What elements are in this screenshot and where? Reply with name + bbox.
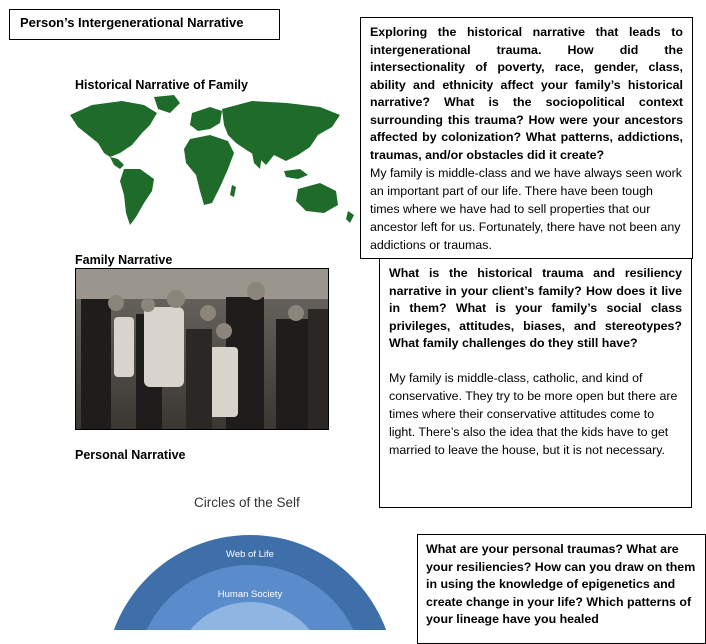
circles-of-self-diagram: [100, 520, 420, 630]
personal-narrative-label: Personal Narrative: [75, 448, 186, 462]
family-photo: [75, 268, 329, 430]
greenland-shape: [154, 95, 180, 113]
islands-shape: [284, 169, 308, 179]
human-society-label: Human Society: [217, 589, 283, 600]
family-answer: My family is middle-class, catholic, and kind of conservative. They try to be more open but there are times where their conservative attitudes come to light. There’s also the idea that the kids have to get married to leave the house, but it is not necessary.: [389, 370, 678, 457]
historical-question: Exploring the historical narrative that leads to intergenerational trauma. How did the intersectionality of poverty, race, gender, class, ability and ethnicity affect your family’s historical narrative? What is the sociopolitical context surrounding this trauma? How were your ancestors affected by colonization? What patterns, addictions, traumas, and/or obstacles did it create?: [370, 25, 683, 162]
north-america-shape: [70, 101, 157, 157]
page-title: Person’s Intergenerational Narrative: [20, 15, 244, 30]
new-zealand-shape: [346, 211, 354, 223]
circles-title: Circles of the Self: [194, 495, 300, 510]
world-map-image: [62, 95, 362, 230]
page-title-box: [9, 9, 280, 40]
asia-shape: [222, 101, 340, 165]
africa-shape: [184, 135, 234, 205]
europe-shape: [190, 107, 222, 131]
family-question: What is the historical trauma and resiliency narrative in your client’s family? How does it live in them? What is your family’s social class privileges, attitudes, biases, and stereotypes? What family challenges do they still have?: [389, 266, 682, 350]
historical-answer: My family is middle-class and we have always seen work an important part of our life. There have been tough times where we have had to sell properties that our ancestor left for us. Fortunately, there have not been any addictions or traumas.: [370, 166, 682, 252]
personal-question-box: [417, 534, 706, 644]
madagascar-shape: [230, 185, 236, 197]
family-question-box: [379, 258, 692, 508]
south-america-shape: [120, 169, 154, 225]
central-america-shape: [110, 157, 124, 169]
india-shape: [252, 153, 262, 169]
web-of-life-label: Web of Life: [226, 549, 274, 560]
family-narrative-label: Family Narrative: [75, 253, 173, 267]
historical-narrative-label: Historical Narrative of Family: [75, 78, 248, 92]
historical-question-box: [360, 17, 693, 259]
personal-question: What are your personal traumas? What are your resiliencies? How can you draw on them in using the knowledge of epigenetics and create change in your life? Which patterns of your lineage have you healed: [426, 542, 696, 626]
family-photo-image: [76, 269, 328, 429]
australia-shape: [296, 183, 338, 213]
